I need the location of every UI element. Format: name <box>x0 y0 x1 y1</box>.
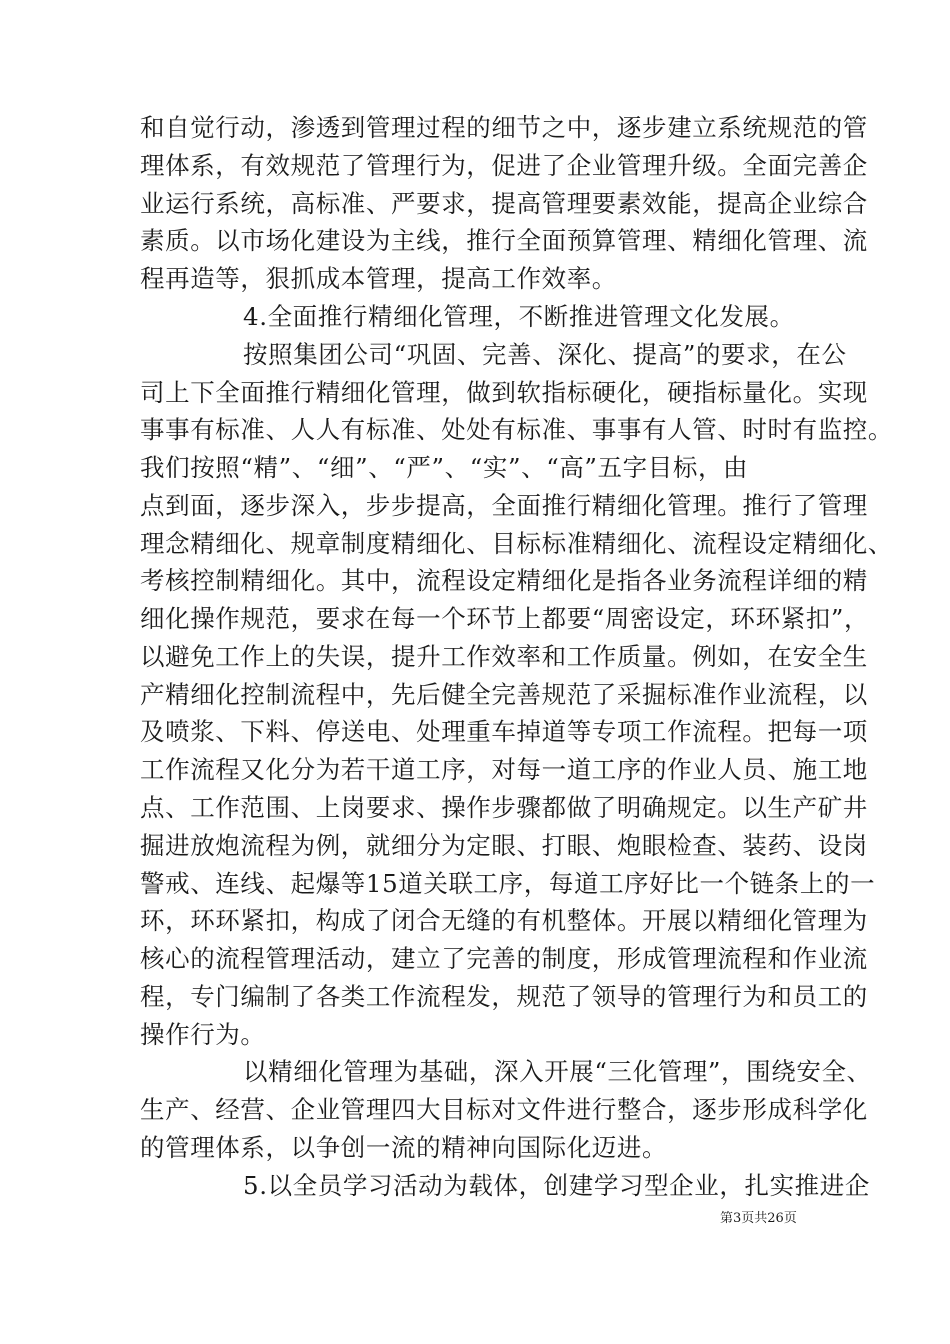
text-line: 细化操作规范，要求在每一个环节上都要“周密设定，环环紧扣”， <box>140 604 870 633</box>
section-heading: 5.以全员学习活动为载体，创建学习型企业，扎实推进企 <box>243 1171 870 1200</box>
text-line: 产精细化控制流程中，先后健全完善规范了采掘标准作业流程，以 <box>140 680 868 709</box>
text-line: 生产、经营、企业管理四大目标对文件进行整合，逐步形成科学化 <box>140 1095 868 1124</box>
text-line: 以避免工作上的失误，提升工作效率和工作质量。例如，在安全生 <box>140 642 868 671</box>
text-line: 掘进放炮流程为例，就细分为定眼、打眼、炮眼检查、装药、设岗 <box>140 831 868 860</box>
text-line: 和自觉行动，渗透到管理过程的细节之中，逐步建立系统规范的管 <box>140 113 868 142</box>
text-line: 点、工作范围、上岗要求、操作步骤都做了明确规定。以生产矿井 <box>140 793 868 822</box>
text-line: 理体系，有效规范了管理行为，促进了企业管理升级。全面完善企 <box>140 151 868 180</box>
text-line: 司上下全面推行精细化管理，做到软指标硬化，硬指标量化。实现 <box>140 378 868 407</box>
text-line: 程再造等，狠抓成本管理，提高工作效率。 <box>140 264 617 293</box>
text-line: 环，环环紧扣，构成了闭合无缝的有机整体。开展以精细化管理为 <box>140 906 868 935</box>
text-line: 警戒、连线、起爆等15道关联工序，每道工序好比一个链条上的一 <box>140 869 876 898</box>
text-line: 工作流程又化分为若干道工序，对每一道工序的作业人员、施工地 <box>140 755 868 784</box>
text-line: 按照集团公司“巩固、完善、深化、提高”的要求，在公 <box>243 340 847 369</box>
page-number-footer: 第3页共26页 <box>720 1211 797 1226</box>
text-line: 素质。以市场化建设为主线，推行全面预算管理、精细化管理、流 <box>140 226 868 255</box>
text-line: 业运行系统，高标准、严要求，提高管理要素效能，提高企业综合 <box>140 189 868 218</box>
text-line: 事事有标准、人人有标准、处处有标准、事事有人管、时时有监控。 <box>140 415 893 444</box>
text-line: 以精细化管理为基础，深入开展“三化管理”，围绕安全、 <box>243 1057 872 1086</box>
text-line: 理念精细化、规章制度精细化、目标标准精细化、流程设定精细化、 <box>140 529 893 558</box>
text-line: 考核控制精细化。其中，流程设定精细化是指各业务流程详细的精 <box>140 566 868 595</box>
text-line: 的管理体系，以争创一流的精神向国际化迈进。 <box>140 1133 668 1162</box>
text-line: 操作行为。 <box>140 1020 266 1049</box>
section-heading: 4.全面推行精细化管理，不断推进管理文化发展。 <box>243 302 795 331</box>
text-line: 程，专门编制了各类工作流程发，规范了领导的管理行为和员工的 <box>140 982 868 1011</box>
text-line: 点到面，逐步深入，步步提高，全面推行精细化管理。推行了管理 <box>140 491 868 520</box>
text-line: 及喷浆、下料、停送电、处理重车掉道等专项工作流程。把每一项 <box>140 717 868 746</box>
text-line: 我们按照“精”、“细”、“严”、“实”、“高”五字目标，由 <box>140 453 749 482</box>
text-line: 核心的流程管理活动，建立了完善的制度，形成管理流程和作业流 <box>140 944 868 973</box>
